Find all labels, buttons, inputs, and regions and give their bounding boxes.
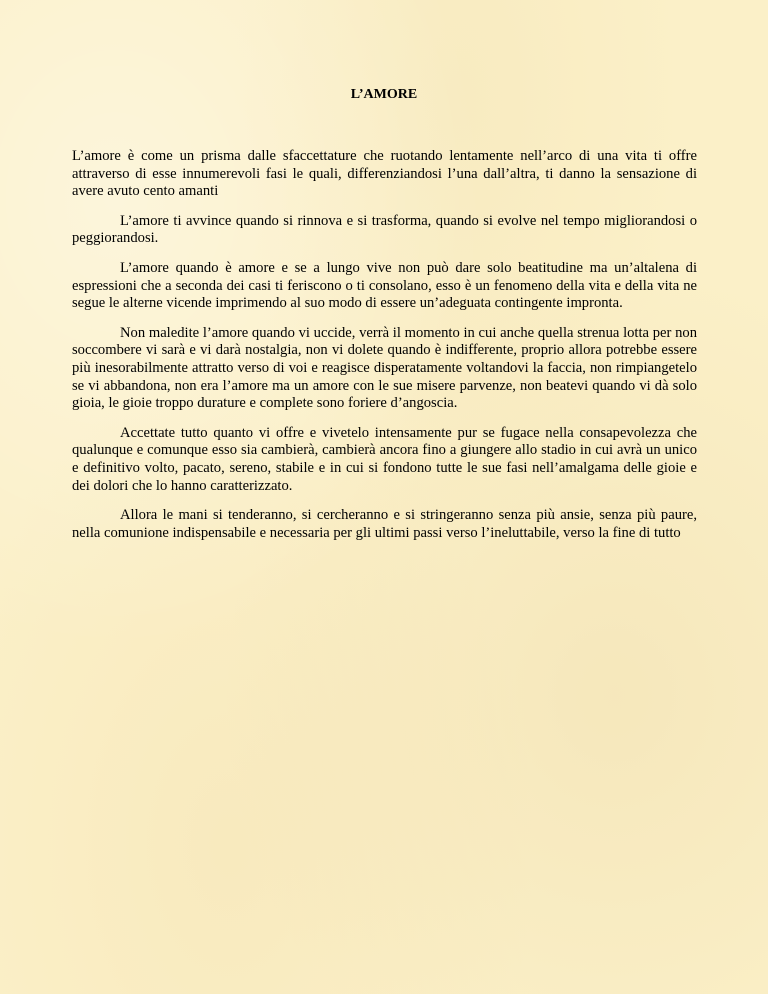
page-title: L’AMORE (350, 87, 418, 102)
paragraph-2: L’amore ti avvince quando si rinnova e si trasforma, quando si evolve nel tempo migliorandosi o peggiorandosi. (72, 212, 697, 247)
paragraph-5: Accettate tutto quanto vi offre e vivetelo intensamente pur se fugace nella consapevolezza che qualunque e comunque esso sia cambierà, cambierà ancora fino a giungere allo stadio in cui avrà un unico e definitivo volto, pacato, sereno, stabile e in cui si fondono tutte le sue fasi nell’amalgama delle gioie e dei dolori che lo hanno caratterizzato. (72, 424, 697, 494)
paragraph-6: Allora le mani si tenderanno, si cercheranno e si stringeranno senza più ansie, senza più paure, nella comunione indispensabile e necessaria per gli ultimi passi verso l’ineluttabile, verso la fine di tutto (72, 507, 697, 541)
document-body (72, 148, 697, 554)
paragraph-3: L’amore quando è amore e se a lungo vive non può dare solo beatitudine ma un’altalena di espressioni che a seconda dei casi ti feriscono o ti consolano, esso è un fenomeno della vita e della vita ne segue le alterne vicende imprimendo al suo modo di essere un’adeguata contingente impronta. (72, 259, 697, 312)
paragraph-1: L’amore è come un prisma dalle sfaccettature che ruotando lentamente nell’arco di una vita ti offre attraverso di esse innumerevoli fasi le quali, differenziandosi l’una dall’altra, ti danno la sensazione di avere avuto cento amanti (72, 148, 697, 200)
paragraph-4: Non maledite l’amore quando vi uccide, verrà il momento in cui anche quella strenua lotta per non soccombere vi sarà e vi darà nostalgia, non vi dolete quando è indifferente, proprio allora potrebbe essere più inesorabilmente attratto verso di voi e reagisce disperatamente voltandovi la faccia, non rimpiangetelo se vi abbandona, non era l’amore ma un amore con le sue misere parvenze, non beatevi quando vi dà solo gioia, le gioie troppo durature e complete sono foriere d’angoscia. (72, 324, 697, 412)
